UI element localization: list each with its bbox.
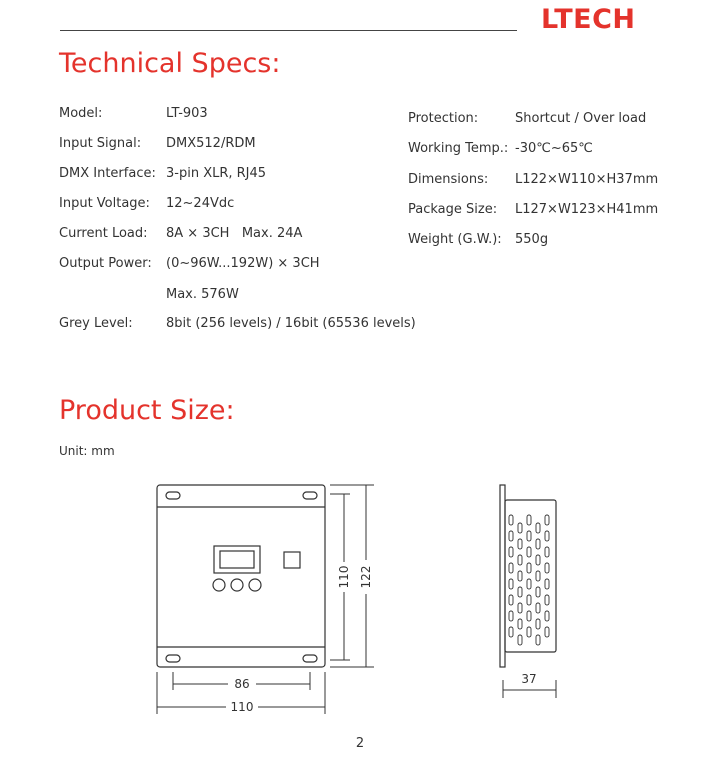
vent-slot — [509, 531, 513, 541]
mount-hole-top-right — [303, 492, 317, 499]
vent-slot — [527, 595, 531, 605]
vent-slot — [518, 571, 522, 581]
vent-slot — [527, 579, 531, 589]
mount-hole-bottom-left — [166, 655, 180, 662]
vent-slot — [536, 619, 540, 629]
spec-value-input-voltage: 12~24Vdc — [166, 196, 235, 211]
front-view — [157, 485, 325, 667]
spec-value-output-power-max: Max. 576W — [166, 287, 239, 302]
side-view-vents — [509, 515, 549, 645]
dimension-label-inner-height: 110 — [337, 565, 351, 589]
header-rule — [60, 30, 517, 31]
vent-slot — [518, 523, 522, 533]
spec-label-grey-level: Grey Level: — [59, 316, 133, 331]
control-button-3 — [249, 579, 261, 591]
spec-label-protection: Protection: — [408, 111, 479, 126]
vent-slot — [518, 539, 522, 549]
spec-value-protection: Shortcut / Over load — [515, 111, 647, 126]
vent-slot — [527, 611, 531, 621]
vent-slot — [536, 555, 540, 565]
spec-value-dimensions: L122×W110×H37mm — [515, 172, 659, 187]
vent-slot — [527, 547, 531, 557]
vent-slot — [509, 547, 513, 557]
display-window — [214, 546, 260, 573]
vent-slot — [545, 531, 549, 541]
spec-value-weight: 550g — [515, 232, 549, 247]
vent-slot — [536, 571, 540, 581]
dimension-label-inner-width: 86 — [234, 677, 250, 691]
spec-value-working-temp: -30℃~65℃ — [515, 141, 593, 156]
side-view-flange — [500, 485, 505, 667]
spec-label-input-signal: Input Signal: — [59, 136, 142, 151]
spec-label-working-temp: Working Temp.: — [408, 141, 509, 156]
spec-value-output-power: (0~96W...192W) × 3CH — [166, 256, 320, 271]
dimension-label-outer-height: 122 — [359, 565, 373, 589]
vent-slot — [545, 515, 549, 525]
spec-value-input-signal: DMX512/RDM — [166, 136, 256, 151]
vent-slot — [518, 635, 522, 645]
spec-label-package-size: Package Size: — [408, 202, 498, 217]
vent-slot — [509, 579, 513, 589]
technical-specs-heading: Technical Specs: — [59, 48, 281, 79]
vent-slot — [527, 563, 531, 573]
display-screen — [220, 551, 254, 568]
vent-slot — [536, 635, 540, 645]
dimension-label-depth: 37 — [521, 672, 537, 686]
spec-value-model: LT-903 — [166, 106, 208, 121]
spec-label-input-voltage: Input Voltage: — [59, 196, 150, 211]
spec-label-dmx-interface: DMX Interface: — [59, 166, 156, 181]
vent-slot — [545, 547, 549, 557]
unit-label: Unit: mm — [59, 444, 115, 458]
control-button-1 — [213, 579, 225, 591]
vent-slot — [545, 611, 549, 621]
vent-slot — [527, 531, 531, 541]
vent-slot — [527, 515, 531, 525]
spec-value-dmx-interface: 3-pin XLR, RJ45 — [166, 166, 267, 181]
mount-hole-top-left — [166, 492, 180, 499]
vent-slot — [545, 595, 549, 605]
vent-slot — [518, 603, 522, 613]
product-dimension-drawing — [0, 470, 713, 730]
dimension-label-outer-width: 110 — [230, 700, 254, 714]
vent-slot — [509, 563, 513, 573]
vent-slot — [536, 523, 540, 533]
product-size-heading: Product Size: — [59, 395, 235, 426]
vent-slot — [545, 563, 549, 573]
vent-slot — [518, 555, 522, 565]
control-button-2 — [231, 579, 243, 591]
ltech-logo: LTECH — [541, 4, 636, 35]
vent-slot — [527, 627, 531, 637]
vent-slot — [518, 619, 522, 629]
vent-slot — [518, 587, 522, 597]
spec-value-grey-level: 8bit (256 levels) / 16bit (65536 levels) — [166, 316, 416, 331]
mount-hole-bottom-right — [303, 655, 317, 662]
spec-label-current-load: Current Load: — [59, 226, 148, 241]
page-number: 2 — [355, 736, 365, 751]
spec-label-output-power: Output Power: — [59, 256, 152, 271]
spec-label-weight: Weight (G.W.): — [408, 232, 502, 247]
spec-value-package-size: L127×W123×H41mm — [515, 202, 659, 217]
vent-slot — [545, 627, 549, 637]
side-view — [500, 485, 556, 667]
spec-label-model: Model: — [59, 106, 103, 121]
vent-slot — [536, 603, 540, 613]
vent-slot — [509, 595, 513, 605]
vent-slot — [536, 539, 540, 549]
vent-slot — [545, 579, 549, 589]
vent-slot — [509, 515, 513, 525]
vent-slot — [509, 627, 513, 637]
spec-label-dimensions: Dimensions: — [408, 172, 489, 187]
status-window — [284, 552, 300, 568]
spec-value-current-load: 8A × 3CH Max. 24A — [166, 226, 303, 241]
front-view-outline — [157, 485, 325, 667]
vent-slot — [509, 611, 513, 621]
vent-slot — [536, 587, 540, 597]
